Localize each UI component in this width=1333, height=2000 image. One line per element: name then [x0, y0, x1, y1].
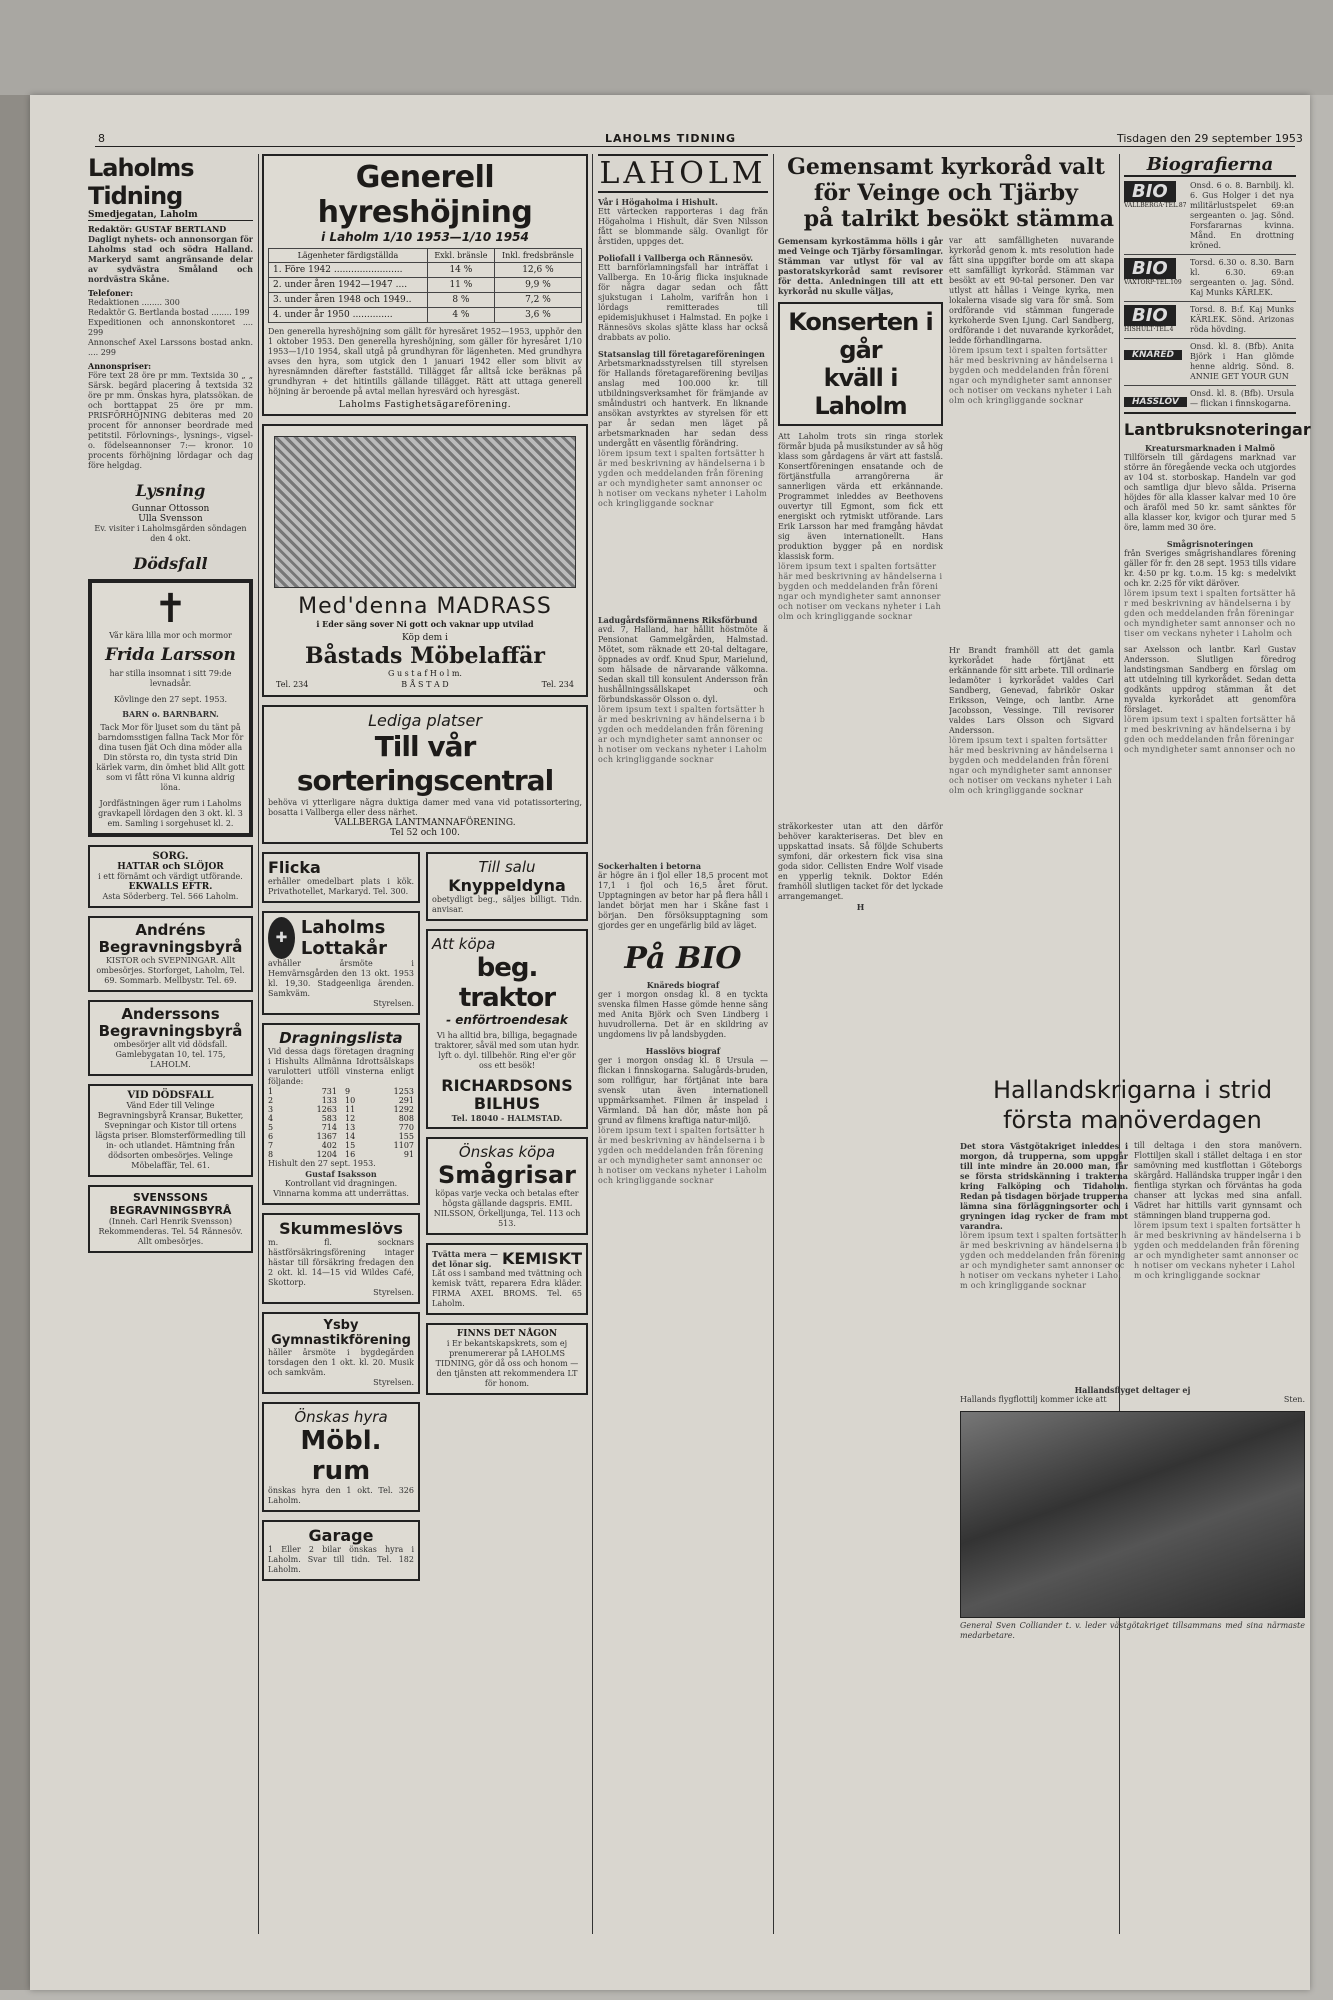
- bio-logo: KNARED: [1124, 350, 1182, 360]
- tel-line: Expeditionen och annonskontoret .... 299: [88, 318, 253, 337]
- lottery-number: 2: [268, 1096, 274, 1105]
- obituary-text: har stilla insomnat i sitt 79:de levnadsår.: [109, 669, 232, 688]
- bio-listing: [1124, 258, 1296, 302]
- tillsalu-heading: Till salu: [478, 858, 536, 876]
- column-left: [88, 154, 253, 1261]
- lottery-row: [268, 1105, 337, 1114]
- hallandsflyget-heading: Hallandsflyget deltager ej: [1074, 1385, 1191, 1395]
- garage-ad: [262, 1520, 420, 1581]
- lottery-row: [345, 1123, 414, 1132]
- masthead-address: Smedjegatan, Laholm: [88, 210, 253, 221]
- konsert-text: Att Laholm trots sin ringa storlek förmår bjuda på musikstunder av så hög klass som gårdagens är värt att fastslå. Konsertföreningen ensatande och de förtjänstfulla arrangörerna är sannerligen värda ett erkännande. Programmet inleddes av Beethovens ouvertyr till Egmont, som fick ett energiskt och rytmiskt utförande. Lars Erik Larsson har med framgång hävdat sig även internationellt. Hans produktion bygger på en nordisk klassisk form.: [778, 432, 943, 561]
- running-title: LAHOLMS TIDNING: [605, 132, 737, 145]
- hallandsflyget-text: Hallands flygflottilj kommer icke att: [960, 1395, 1107, 1404]
- bio-logo-block: [1124, 258, 1184, 286]
- madrass-title: Med'denna MADRASS: [298, 594, 552, 619]
- lediga-firm: VALLBERGA LANTMANNAFÖRENING.: [334, 818, 516, 828]
- lotta-ad: [262, 911, 420, 1015]
- hallands-subcolumn: [960, 1141, 1128, 1381]
- garage-text: 1 Eller 2 bilar önskas hyra i Laholm. Svar till tidn. Tel. 182 Laholm.: [268, 1545, 414, 1574]
- onskas-hyra-big: Möbl. rum: [300, 1426, 382, 1486]
- lottery-number: 13: [345, 1123, 356, 1132]
- article-continuation: lörem ipsum text i spalten fortsätter här med beskrivning av händelserna i bygden och meddelanden från föreningar och myndigheter samt annonser och notiser om veckans nyheter i Laholm och: [1124, 589, 1296, 638]
- dragningslista-intro: Vid dessa dags företagen dragning i Hishults Allmänna Idrottsälskaps varulotteri utföll vinsterna enligt följande:: [268, 1047, 414, 1086]
- bio-text: Onsd. kl. 8. (Bfb). Ursula — flickan i finnskogarna.: [1190, 389, 1294, 408]
- lottery-number: 7: [268, 1141, 274, 1150]
- article-continuation: lörem ipsum text i spalten fortsätter här med beskrivning av händelserna i bygden och meddelanden från föreningar och myndigheter samt annonser och no: [1124, 715, 1296, 754]
- lottery-row: [268, 1132, 337, 1141]
- tillsalu-item: Knyppeldyna: [448, 876, 566, 895]
- bio-logo: BIO: [1124, 181, 1176, 202]
- onskas-hyra-text: önskas hyra den 1 okt. Tel. 326 Laholm.: [268, 1486, 414, 1505]
- traktor-text: Vi ha alltid bra, billiga, begagnade traktorer, såväl med som utan hydr. lyft o. dyl. tillbehör. Ring el'er gör oss ett besök!: [434, 1031, 580, 1070]
- madrass-footer: [264, 678, 586, 691]
- flicka-ad: [262, 852, 420, 903]
- lysning-name: Ulla Svensson: [138, 514, 203, 524]
- tillsalu-text: obetydligt beg., säljes billigt. Tidn. anvisar.: [432, 895, 582, 914]
- article-heading: Vår i Högaholma i Hishult.: [598, 197, 718, 207]
- article-text: Tillförseln till gårdagens marknad var större än föregående vecka och utgjordes av 104 st. storboskap. Handeln var god och samtliga djur blevo sålda. Priserna höjdes för alla klasser kalvar med 10 öre och äraföl med 50 kr. samt sänktes för alla klasser kor, kvigor och tjurar med 5 öre, lamm med 30 öre.: [1124, 453, 1296, 532]
- ysby-signature: Styrelsen.: [373, 1378, 414, 1387]
- table-row: [269, 278, 582, 293]
- hyreshojning-headline: Generell hyreshöjning: [317, 160, 533, 230]
- hallands-signature: Sten.: [1283, 1395, 1305, 1404]
- onskas-hyra-heading: Önskas hyra: [294, 1408, 388, 1426]
- article-heading: Hasslövs biograf: [645, 1046, 721, 1056]
- lotta-name: Laholms Lottakår: [300, 917, 388, 959]
- konsert-headline: Konserten i går: [788, 308, 933, 364]
- ads-subcolumn-right: [426, 852, 588, 1403]
- lottery-row: [268, 1096, 337, 1105]
- lottery-row: [345, 1114, 414, 1123]
- article-continuation: lörem ipsum text i spalten fortsätter här med beskrivning av händelserna i bygden och meddelanden från föreningar och myndigheter samt annonser och notiser om veckans nyheter i Laholm och kringliggande socknar: [1134, 1221, 1302, 1280]
- konsert-headline-box: [778, 302, 943, 426]
- article-text: från Sveriges smågrishandlares förening gäller för fr. den 28 sept. 1953 tills vidare kr. 4:50 pr kg. t.o.m. 15 kg: s medelvikt och kr. 2:25 för vikt däröver.: [1124, 549, 1296, 588]
- madrass-store: Båstads Möbelaffär: [304, 643, 545, 669]
- dragningslista-footer: Kontrollant vid dragningen. Vinnarna komma att underrättas.: [273, 1179, 409, 1198]
- lottery-number: 15: [345, 1141, 356, 1150]
- bio-logo-block: [1124, 342, 1184, 361]
- article-continuation: lörem ipsum text i spalten fortsätter här med beskrivning av händelserna i bygden och meddelanden från föreningar och myndigheter samt annonser och notiser om veckans nyheter i Laholm och kringliggande socknar: [778, 562, 943, 621]
- telephone-heading: Telefoner:: [88, 288, 134, 298]
- obituary-name: Frida Larsson: [105, 645, 236, 665]
- kyrkorad-body: [778, 236, 1114, 912]
- kyrkorad-headline: för Veinge och Tjärby: [814, 180, 1078, 206]
- lottery-lot: 1367: [316, 1132, 337, 1141]
- onskas-hyra-ad: [262, 1402, 420, 1512]
- vid-dodsfall-text: Vänd Eder till Velinge Begravningsbyrå Kransar, Buketter, Svepningar och Kistor till ortens lägsta priser. Blomsterförmedling till in- och utlandet. Hämtning från dödsorten ombesörjes. Velinge Möbelaffär, Tel. 61.: [95, 1101, 246, 1170]
- svenssons-ad: [88, 1185, 253, 1253]
- lottery-number: 3: [268, 1105, 274, 1114]
- bio-logo-block: [1124, 181, 1187, 209]
- svenssons-text: (Inneh. Carl Henrik Svensson) Rekommenderas. Tel. 54 Rännesöv. Allt ombesörjes.: [98, 1217, 243, 1246]
- hallands-lead: Det stora Västgötakriget inleddes i morgon, då trupperna, som uppgår till inte mindre än 20.000 man, får se första stridskänning i trakterna kring Falköping och Tidaholm. Redan på tisdagen började trupperna lämna sina förläggningsorter och i gryningen idag rycker de fram mot varandra.: [960, 1141, 1128, 1231]
- lottery-row: [345, 1132, 414, 1141]
- dragningslista: [262, 1023, 420, 1205]
- hyreshojning-text: Den generella hyreshöjning som gällt för hyresåret 1952—1953, upphör den 1 oktober 1953. Den generella hyreshöjning, som gäller för hyresåret 1/10 1953—1/10 1954, skall utgå på grundhyran för lägenheten. Med grundhyra avses den hyra, som utgick den 1 januari 1942 eller som blivit av hyresnämnden därefter fastställd. Tillägget får alltså icke beräknas på grundhyran + det hitintills gällande tillägget. Rätt att uttaga generell höjning är beroende på avtal mellan hyresvärd och hyresgäst.: [268, 327, 582, 396]
- column-rule: [258, 154, 259, 1934]
- lottery-row: [268, 1087, 337, 1096]
- lottery-lot: 1253: [393, 1087, 414, 1096]
- smagrisar-ad: [426, 1137, 588, 1235]
- article-continuation: lörem ipsum text i spalten fortsätter här med beskrivning av händelserna i bygden och meddelanden från föreningar och myndigheter samt annonser och notiser om veckans nyheter i Laholm och kringliggande socknar: [949, 736, 1114, 795]
- bio-listing: [1124, 181, 1296, 255]
- column-right: [1124, 154, 1311, 755]
- article-continuation: lörem ipsum text i spalten fortsätter här med beskrivning av händelserna i bygden och meddelanden från föreningar och myndigheter samt annonser och notiser om veckans nyheter i Laholm och kringliggande socknar: [598, 705, 768, 764]
- lediga-text: behöva vi ytterligare några duktiga damer med vana vid potatissortering, bosatta i Vallberga eller dess närhet.: [268, 798, 582, 817]
- price-heading: Annonspriser:: [88, 361, 152, 371]
- table-row: [269, 308, 582, 323]
- skummeslov-signature: Styrelsen.: [373, 1288, 414, 1297]
- generals-photo: [960, 1411, 1305, 1618]
- biografierna-heading: Biografierna: [1124, 154, 1296, 177]
- lottery-lot: 583: [321, 1114, 337, 1123]
- bio-logo: BIO: [1124, 305, 1176, 326]
- madrass-city: B Å S T A D: [401, 680, 449, 689]
- hallands-article: [960, 1075, 1305, 1641]
- page-number: 8: [98, 132, 105, 145]
- finns-ad: [426, 1323, 588, 1395]
- kyrkorad-headline: på talrikt besökt stämma: [803, 206, 1114, 232]
- madrass-ad: [262, 424, 588, 697]
- article-text: ger i morgon onsdag kl. 8 Ursula — flickan i finnskogarna. Salugårds-bruden, som rollfigur, har förtjänat inte bara svensk utan även internationell uppmärksamhet. Filmen är inspelad i Värmland. Då han dör, måste hon på grund av filmens kraftiga natur-miljö.: [598, 1056, 768, 1125]
- kyrkorad-text: var att samfälligheten nuvarande kyrkoråd genom k. mts resolution hade fått sina uppgifter borde om att skapa ett samfälligt kyrkoråd. Stämman var besökt av ett 90-tal personer. Den var utlyst att hållas i Veinge kyrka, men lokalerna visade sig vara för små. Som ordförande vid stämman fungerade kyrkoherde Sven Ljung. Carl Sandberg, ordförande i det nuvarande kyrkorådet, ledde förhandlingarna.: [949, 236, 1114, 345]
- dragningslista-signature: Gustaf Isaksson: [305, 1169, 377, 1179]
- anderssons-name: Anderssons Begravningsbyrå: [98, 1005, 243, 1040]
- article-heading: Kreatursmarknaden i Malmö: [1144, 443, 1276, 453]
- lottery-number: 14: [345, 1132, 356, 1141]
- lediga-big: Till vår sorteringscentral: [296, 730, 554, 797]
- ads-row: [262, 852, 588, 1589]
- article-heading: Smågrisnoteringen: [1166, 539, 1254, 549]
- bio-logo-block: [1124, 305, 1184, 333]
- andrens-ad: [88, 916, 253, 992]
- hyreshojning-notice: [262, 154, 588, 416]
- garage-heading: Garage: [308, 1526, 374, 1545]
- article-text: avd. 7, Halland, har hållit höstmöte å Pensionat Gammelgården, Halmstad. Mötet, som räknade ett 20-tal deltagare, öppnades av ordf. Knud Spur, Marielund, som hälsade de närvarande välkomna. Sedan skall till konsulent Andersson från hushållningssällskapet och förbundskassör Olsson o. dyl.: [598, 625, 768, 704]
- column-news: [598, 154, 768, 1236]
- traktor-ad: [426, 929, 588, 1129]
- smagrisar-text: köpas varje vecka och betalas efter högsta gällande dagspris. EMIL NILSSON, Örkelljunga, Tel. 113 och 513.: [433, 1189, 581, 1228]
- lottery-number: 10: [345, 1096, 356, 1105]
- sorg-firm: EKWALLS EFTR.: [128, 882, 213, 892]
- rent-cell: 12,6 %: [494, 263, 581, 278]
- lottery-number: 1: [268, 1087, 274, 1096]
- masthead: Laholms Tidning: [88, 154, 194, 210]
- rent-cell: 4 %: [427, 308, 494, 323]
- lottery-list: [268, 1087, 414, 1159]
- lottery-number: 11: [345, 1105, 356, 1114]
- lottery-lot: 291: [398, 1096, 414, 1105]
- bio-text: Torsd. 6.30 o. 8.30. Barn kl. 6.30. 69:an sergeanten o. jag. Sönd. Kaj Munks KÄRLEK.: [1190, 258, 1294, 297]
- sorg-ad: [88, 845, 253, 908]
- article-continuation: lörem ipsum text i spalten fortsätter här med beskrivning av händelserna i bygden och meddelanden från föreningar och myndigheter samt annonser och notiser om veckans nyheter i Laholm och kringliggande socknar: [960, 1231, 1128, 1290]
- lottery-lot: 770: [398, 1123, 414, 1132]
- lottery-number: 12: [345, 1114, 356, 1123]
- lysning-name: Gunnar Ottosson: [131, 504, 210, 514]
- rent-col-header: Lägenheter färdigställda: [269, 249, 428, 263]
- hyreshojning-signature: Laholms Fastighetsägareförening.: [338, 400, 512, 410]
- lottery-number: 16: [345, 1150, 356, 1159]
- lediga-tel: Tel 52 och 100.: [390, 828, 460, 838]
- photo-caption: General Sven Colliander t. v. leder västgötakriget tillsammans med sina närmaste medarbetare.: [960, 1621, 1305, 1640]
- lottery-lot: 91: [403, 1150, 414, 1159]
- anderssons-text: ombesörjer allt vid dödsfall. Gamlebygatan 10, tel. 175, LAHOLM.: [113, 1040, 228, 1069]
- sorg-contact: Asta Söderberg. Tel. 566 Laholm.: [102, 892, 239, 901]
- rent-col-header: Exkl. bränsle: [427, 249, 494, 263]
- kyrkorad-lead: Gemensam kyrkostämma hölls i går med Veinge och Tjärby församlingar. Stämman var utlyst för val av pastoratskyrkoråd samt revisorer för detta. Anledningen till att ett kyrkoråd nu skulle väljas,: [778, 236, 943, 296]
- lottery-row: [268, 1141, 337, 1150]
- lottery-number: 4: [268, 1114, 274, 1123]
- skummeslov-ad: [262, 1213, 420, 1304]
- article-text: är högre än i fjol eller 18,5 procent mot 17,1 i fjol och 16,5 året förut. Upptagningen av betor har på flera håll i landet börjat men har i Skåne fast i början. Den försöksupptagning som gjordes ger en ungefärlig bild av läget.: [598, 871, 768, 930]
- ysby-heading: Ysby Gymnastikförening: [271, 1318, 411, 1348]
- bio-listing: [1124, 342, 1296, 386]
- hallands-headline: Hallandskrigarna i strid: [992, 1076, 1273, 1104]
- rent-cell: 11 %: [427, 278, 494, 293]
- bio-logo: HASSLÖV: [1124, 397, 1187, 407]
- table-row: [269, 263, 582, 278]
- cross-icon: ✝: [153, 586, 188, 632]
- article-heading: Knäreds biograf: [646, 980, 720, 990]
- pa-bio-heading: På BIO: [624, 941, 742, 976]
- rent-cell: 7,2 %: [494, 293, 581, 308]
- article-text: Ett värtecken rapporteras i dag från Högaholma i Hishult, där Sven Nilsson fått se blommande sälg. Ovanligt för årstiden, uppges det.: [598, 207, 768, 246]
- bio-text: Onsd. kl. 8. (Bfb). Anita Björk i Han glömde henne aldrig. Sönd. 8. ANNIE GET YOUR GUN: [1190, 342, 1294, 381]
- editor-line: Redaktör: GUSTAF BERTLAND: [88, 224, 227, 234]
- article-continuation: lörem ipsum text i spalten fortsätter här med beskrivning av händelserna i bygden och meddelanden från föreningar och myndigheter samt annonser och notiser om veckans nyheter i Laholm och kringliggande socknar: [949, 346, 1114, 405]
- tel-line: Annonschef Axel Larssons bostad ankn. .... 299: [88, 338, 253, 357]
- tel-line: Redaktör G. Bertlanda bostad ........ 199: [88, 308, 250, 317]
- lottery-lot: 714: [321, 1123, 337, 1132]
- lottery-row: [345, 1087, 414, 1096]
- article-heading: Ladugårdsförmännens Riksförbund: [598, 615, 758, 625]
- feature-subcolumn: [778, 236, 943, 912]
- lottery-row: [345, 1096, 414, 1105]
- sorg-line: HATTAR och SLÖJOR: [117, 862, 224, 872]
- article-text: sar Axelsson och lantbr. Karl Gustav Andersson. Slutligen föredrog landstingsman Sandberg en förslag om att utdelning till kyrkorådet. Sedan detta godkänts uppdrog stämman åt det nyvalda kyrkorådet att genomföra förslaget.: [1124, 645, 1296, 714]
- bio-place: VÄXTORP·TEL.109: [1124, 279, 1182, 286]
- lottery-lot: 133: [321, 1096, 337, 1105]
- obituary-intro: Vår kära lilla mor och mormor: [109, 631, 232, 640]
- rent-cell: 1. Före 1942 ........................: [269, 263, 428, 278]
- lediga-heading: Lediga platser: [368, 711, 482, 730]
- richardson-name: RICHARDSONS BILHUS: [441, 1076, 573, 1113]
- lotta-signature: Styrelsen.: [373, 999, 414, 1008]
- rent-cell: 3. under åren 1948 och 1949..: [269, 293, 428, 308]
- rent-table-header: [269, 249, 582, 263]
- smagrisar-heading: Önskas köpa: [458, 1143, 556, 1161]
- column-rule: [592, 154, 593, 1934]
- paper-intro: Dagligt nyhets- och annonsorgan för Laholms stad och södra Halland. Markeryd samt angränsande delar av sydvästra Småland och nordvästra Skåne.: [88, 234, 253, 284]
- lotta-emblem-icon: ✚: [268, 917, 295, 959]
- bio-logo-block: [1124, 389, 1184, 408]
- bio-place: VALLBERGA·TEL.87: [1124, 202, 1187, 209]
- article-text: Arbetsmarknadsstyrelsen till styrelsen för Hallands företagareförening beviljas anslag med 100.000 kr. till utbildningsverksamhet för främjande av småindustri och hantverk. En liknande ansökan avstyrktes av styrelsen för ett par år sedan men läget på arbetsmarknaden har sedan dess undergått en väsentlig förändring.: [598, 359, 768, 448]
- lysning-text: Ev. visiter i Laholmsgården söndagen den 4 okt.: [94, 524, 247, 543]
- lottery-lot: 808: [398, 1114, 414, 1123]
- rent-cell: 9,9 %: [494, 278, 581, 293]
- lottery-number: 9: [345, 1087, 351, 1096]
- vid-dodsfall-heading: VID DÖDSFALL: [127, 1090, 214, 1101]
- lottery-row: [345, 1150, 414, 1159]
- column-rule: [1119, 154, 1120, 1934]
- bio-place: HISHULT·TEL.4: [1124, 326, 1174, 333]
- traktor-heading: Att köpa: [432, 935, 496, 953]
- laholm-section-title: LAHOLM: [599, 156, 767, 191]
- flicka-text: erhåller omedelbart plats i kök. Privathotellet, Markaryd. Tel. 300.: [268, 877, 414, 896]
- lottery-number: 6: [268, 1132, 274, 1141]
- lottery-lot: 1292: [393, 1105, 414, 1114]
- sorg-heading: SORG.: [152, 851, 189, 862]
- konsert-headline: kväll i Laholm: [814, 364, 907, 420]
- dragningslista-date: Hishult den 27 sept. 1953.: [268, 1159, 376, 1168]
- lottery-number: 8: [268, 1150, 274, 1159]
- lottery-lot: 731: [321, 1087, 337, 1096]
- ysby-ad: [262, 1312, 420, 1394]
- kyrkorad-headline: Gemensamt kyrkoråd valt: [787, 154, 1105, 180]
- header-rule: [95, 146, 1295, 147]
- hallands-subcolumn: [1134, 1141, 1302, 1361]
- article-text: ger i morgon onsdag kl. 8 en tyckta svenska filmen Hasse gömde henne säng med Anita Björk och Sven Lindberg i huvudrollerna. Det är en skildring av ungdomens liv på landsbygden.: [598, 990, 768, 1039]
- obituary-box: [88, 579, 253, 837]
- andrens-text: KISTOR och SVEPNINGAR. Allt ombesörjes. Storforget, Laholm, Tel. 69. Sommarb. Mellbystr. Tel. 69.: [96, 956, 245, 985]
- rent-cell: 8 %: [427, 293, 494, 308]
- dodsfall-heading: Dödsfall: [133, 554, 208, 573]
- column-ads: [262, 154, 588, 1589]
- ads-subcolumn-left: [262, 852, 420, 1589]
- article-continuation: lörem ipsum text i spalten fortsätter här med beskrivning av händelserna i bygden och meddelanden från föreningar och myndigheter samt annonser och notiser om veckans nyheter i Laholm och kringliggande socknar: [598, 1126, 768, 1185]
- kyrkorad-text: Hr Brandt framhöll att det gamla kyrkorådet hade förtjänat ett erkännande för sitt arbete. Till ordinarie ledamöter i kyrkorådet valdes Carl Sandberg, Genevad, fabrikör Oskar Eriksson, Veinge, och lantbr. Arne Jacobsson, Vessinge. Till revisorer valdes Lars Olsson och Sigvard Andersson.: [949, 646, 1114, 735]
- issue-date: Tisdagen den 29 september 1953: [1117, 132, 1303, 145]
- hyreshojning-subhead: i Laholm 1/10 1953—1/10 1954: [321, 230, 529, 244]
- lotta-header: [268, 917, 414, 959]
- obituary-verse: Tack Mor för ljuset som du tänt på barndomsstigen fallna Tack Mor för dina tusen fjät Och dina möder alla Din största ro, din tysta strid Din kärlek varm, din ömhet blid Allt gott som vi fått röna Vi kunna aldrig löna.: [96, 723, 245, 792]
- hallandsflyget-row: [960, 1395, 1305, 1405]
- konsert-text: stråkorkester utan att den därför behöver karakteriseras. Det blev en uppskattad insats. Så följde Schuberts symfoni, där orkestern fick visa sina goda sidor. Cellisten Endre Wolf visade en ypperlig teknik. Doktor Edén framhöll slutligen tacket för det lyckade arrangemanget.: [778, 822, 943, 901]
- lysning-heading: Lysning: [135, 481, 206, 500]
- ysby-text: håller årsmöte i bygdegården torsdagen den 1 okt. kl. 20. Musik och samkväm.: [268, 1348, 414, 1377]
- lottery-row: [268, 1114, 337, 1123]
- rent-col-header: Inkl. fredsbränsle: [494, 249, 581, 263]
- skummeslov-heading: Skummeslövs: [279, 1219, 403, 1238]
- obituary-family: BARN o. BARNBARN.: [122, 709, 219, 719]
- dragningslista-heading: Dragningslista: [279, 1029, 403, 1047]
- madrass-owner: G u s t a f H o l m.: [388, 669, 462, 678]
- scan-background: [0, 0, 1333, 95]
- smagrisar-big: Smågrisar: [437, 1161, 577, 1189]
- konsert-signature: H: [856, 902, 865, 912]
- bio-text: Onsd. 6 o. 8. Barnbilj. kl. 6. Gus Holger i det nya militärlustspelet 69:an sergeanten o. jag. Sönd. Forsfararnas kvinna. Månd. En drottning kröned.: [1190, 181, 1294, 250]
- skummeslov-text: m. fl. socknars hästförsäkringsförening intager hästar till försäkring fredagen den 2 okt. kl. 14—15 vid Wildes Café, Skottorp.: [268, 1238, 414, 1287]
- lottery-row: [268, 1123, 337, 1132]
- rent-table: [268, 248, 582, 323]
- lottery-lot: 1263: [316, 1105, 337, 1114]
- madrass-tel: Tel. 234: [276, 680, 309, 689]
- article-continuation: lörem ipsum text i spalten fortsätter här med beskrivning av händelserna i bygden och meddelanden från föreningar och myndigheter samt annonser och notiser om veckans nyheter i Laholm och kringliggande socknar: [598, 449, 768, 508]
- lottery-row: [268, 1150, 337, 1159]
- tvatt-heading: Tvätta mera — det lönar sig.: [432, 1249, 498, 1269]
- traktor-sub: - enförtroendesak: [446, 1013, 568, 1027]
- binding-edge: [0, 95, 30, 1990]
- hallands-body: [960, 1141, 1305, 1381]
- lottery-lot: 1204: [316, 1150, 337, 1159]
- price-text: Före text 28 öre pr mm. Textsida 30 „ „ Särsk. begärd placering å textsida 32 öre pr mm. Önskas hyra, platssökan. de och borttappat 25 öre pr mm. PRISFÖRHÖJNING debiteras med 20 procent för annonser beordrade med petitstil. Förlovnings-, lysnings-, vigsel- o. födelseannonser 7:— kronor. 10 procents förhöjning lördagar och dag före helgdag.: [88, 371, 253, 470]
- article-heading: Poliofall i Vallberga och Rännesöv.: [598, 253, 754, 263]
- mattress-picture: [274, 436, 576, 588]
- lottery-row: [345, 1141, 414, 1150]
- feature-subcolumn: [949, 236, 1114, 856]
- finns-heading: FINNS DET NÅGON: [456, 1329, 558, 1339]
- article-heading: Sockerhalten i betorna: [598, 861, 702, 871]
- lediga-platser-ad: [262, 705, 588, 844]
- lottery-number: 5: [268, 1123, 274, 1132]
- column-feature: [778, 154, 1114, 912]
- bio-listing: [1124, 305, 1296, 339]
- article-text: Ett barnförlamningsfall har inträffat i Vallberga. En 10-årig flicka insjuknade för några dagar sedan och fått sjukstugan i Laholm, varifrån hon i lördags remitterades till epidemisjukhuset i Halmstad. En pojke i Rännesövs skolas sjätte klass har också drabbats av polio.: [598, 263, 768, 342]
- rent-cell: 4. under år 1950 ..............: [269, 308, 428, 323]
- lottery-lot: 1107: [393, 1141, 414, 1150]
- lottery-lot: 155: [398, 1132, 414, 1141]
- lantbruk-heading: Lantbruksnoteringar: [1124, 420, 1311, 439]
- vid-dodsfall-ad: [88, 1084, 253, 1177]
- andrens-name: Andréns Begravningsbyrå: [98, 921, 243, 956]
- obituary-funeral: Jordfästningen äger rum i Laholms gravkapell lördagen den 3 okt. kl. 3 em. Samling i sorgehuset kl. 2.: [98, 799, 243, 828]
- lottery-lot: 402: [321, 1141, 337, 1150]
- bio-listing: [1124, 389, 1296, 414]
- bio-text: Torsd. 8. B:f. Kaj Munks KÄRLEK. Sönd. Arizonas röda hövding.: [1190, 305, 1294, 334]
- rent-cell: 3,6 %: [494, 308, 581, 323]
- article-heading: Statsanslag till företagareföreningen: [598, 349, 765, 359]
- madrass-tel: Tel. 234: [541, 680, 574, 689]
- tvatt-ad: [426, 1243, 588, 1315]
- richardson-tel: Tel. 18040 - HALMSTAD.: [451, 1113, 563, 1123]
- madrass-subtitle: i Eder säng sover Ni gott och vaknar upp utvilad: [316, 619, 534, 629]
- svenssons-name: SVENSSONS BEGRAVNINGSBYRÅ: [109, 1191, 232, 1217]
- rent-cell: 2. under åren 1942—1947 ....: [269, 278, 428, 293]
- sorg-text: i ett förnämt och värdigt utförande.: [98, 872, 243, 881]
- bio-logo: BIO: [1124, 258, 1176, 279]
- rent-cell: 14 %: [427, 263, 494, 278]
- madrass-buy: Köp dem i: [402, 633, 448, 643]
- tillsalu-ad: [426, 852, 588, 921]
- hallands-text: till deltaga i den stora manövern. Flottiljen skall i stället deltaga i en stor samövning med kustflottan i Göteborgs skärgård. Halländska trupper ingår i den fientliga styrkan och förväntas ha goda chanser att lyckas med sina anfall. Vädret har hittills varit gynnsamt och stämningen bland trupperna god.: [1134, 1141, 1302, 1220]
- traktor-big: beg. traktor: [458, 953, 556, 1013]
- anderssons-ad: [88, 1000, 253, 1076]
- tel-line: Redaktionen ........ 300: [88, 298, 180, 307]
- obituary-place: Kövlinge den 27 sept. 1953.: [113, 695, 228, 704]
- tvatt-header: [432, 1249, 582, 1269]
- finns-text: i Er bekantskapskrets, som ej prenumererar på LAHOLMS TIDNING, gör då oss och honom — den tjänsten att rekommendera LT för honom.: [435, 1339, 579, 1388]
- hallands-headline: första manöverdagen: [1003, 1106, 1262, 1134]
- column-rule: [773, 154, 774, 1934]
- tvatt-text: Låt oss i samband med tvättning och kemisk tvätt, reparera Edra kläder. FIRMA AXEL BROMS. Tel. 65 Laholm.: [432, 1269, 582, 1308]
- lottery-row: [345, 1105, 414, 1114]
- flicka-heading: Flicka: [268, 858, 321, 877]
- table-row: [269, 293, 582, 308]
- tvatt-big: KEMISKT: [501, 1249, 582, 1268]
- lotta-text: avhåller årsmöte i Hemvärnsgården den 13 okt. 1953 kl. 19,30. Stadgeenliga ärenden. Samkväm.: [268, 959, 414, 998]
